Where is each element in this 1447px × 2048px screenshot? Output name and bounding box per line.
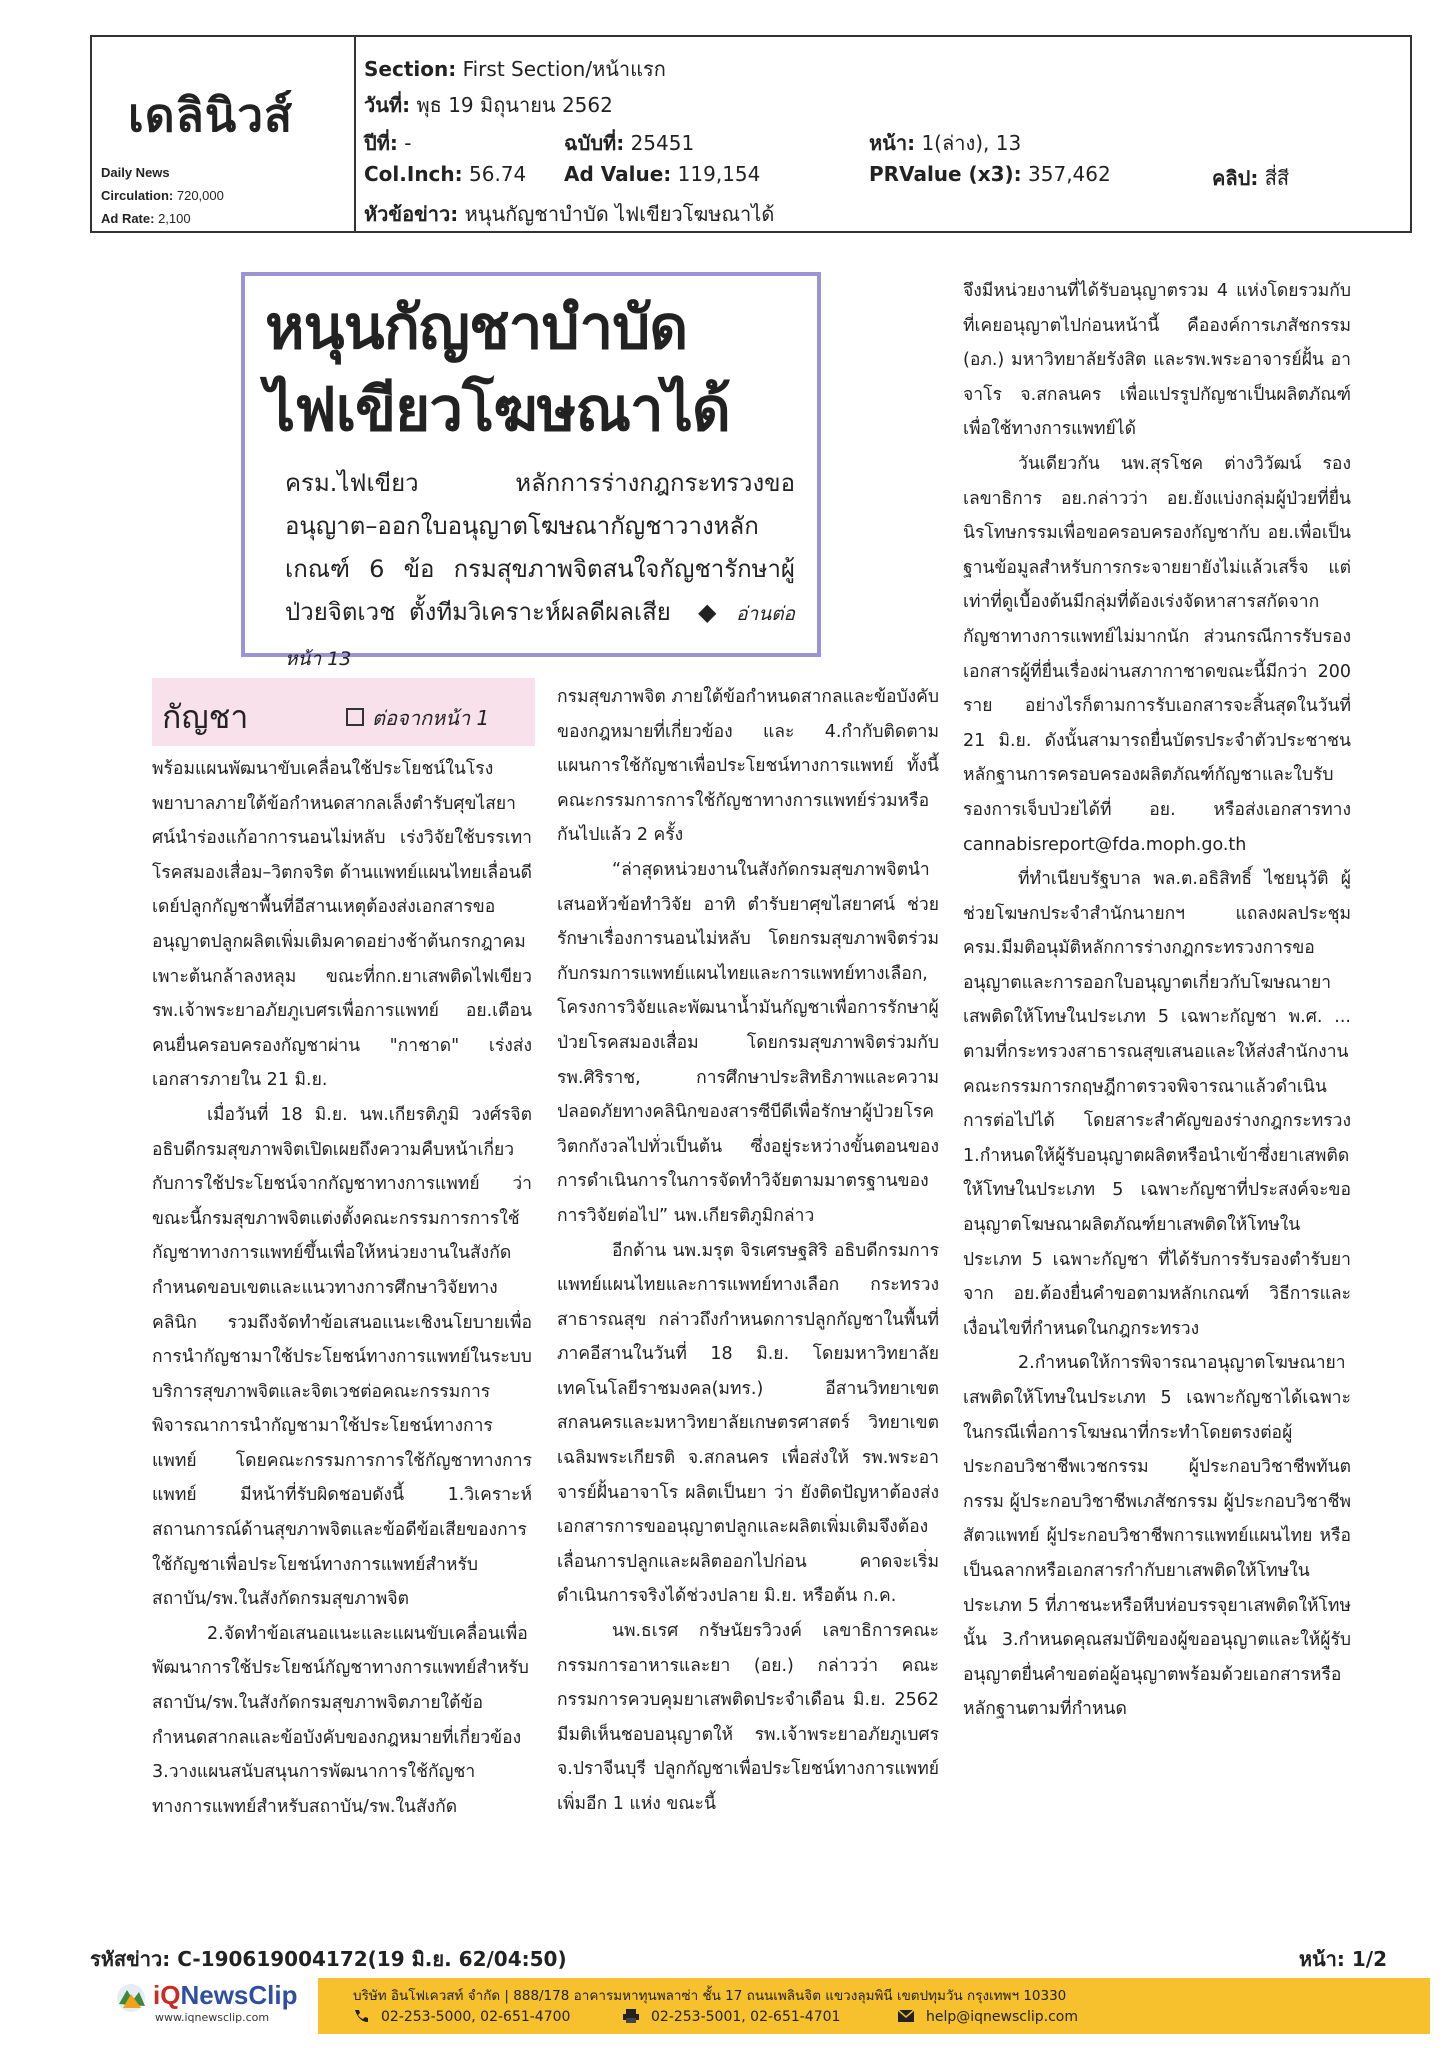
advalue-field: Ad Value: 119,154 [564,162,761,186]
prvalue-field: PRValue (x3): 357,462 [869,162,1111,186]
iqnewsclip-mark-icon [115,1982,147,2014]
date-field: วันที่: พุธ 19 มิถุนายน 2562 [364,93,613,117]
fax-icon [623,2009,639,2023]
news-code: รหัสข่าว: C-190619004172(19 มิ.ย. 62/04:50) [90,1947,567,1971]
headline-box [241,272,821,670]
headline-field: หัวข้อข่าว: หนุนกัญชาบำบัด ไฟเขียวโฆษณาได้ [364,202,775,226]
continued-from: ต่อจากหน้า 1 [346,702,489,734]
page-number: หน้า: 1/2 [1298,1947,1387,1971]
paragraph: นพ.ธเรศ กรัษนัยรวิวงค์ เลขาธิการคณะกรรมการอาหารและยา (อย.) กล่าวว่า คณะกรรมการควบคุมยาเสพติดประจำเดือน มิ.ย. 2562 มีมติเห็นชอบอนุญาตให้ รพ.เจ้าพระยาอภัยภูเบศร จ.ปราจีนบุรี ปลูกกัญชาเพื่อประโยชน์ทางการแพทย์เพิ่มอีก 1 แห่ง ขณะนี้ [557,1621,939,1814]
email-contact[interactable]: help@iqnewsclip.com [898,2009,1078,2025]
fax-contact: 02-253-5001, 02-651-4701 [623,2009,840,2025]
paragraph: 2.จัดทำข้อเสนอแนะและแผนขับเคลื่อนเพื่อพัฒนาการใช้ประโยชน์กัญชาทางการแพทย์สำหรับสถาบัน/รพ.ในสังกัดกรมสุขภาพจิตภายใต้ข้อกำหนดสากลและข้อบังคับของกฎหมายที่เกี่ยวข้อง 3.วางแผนสนับสนุนการพัฒนาการใช้กัญชาทางการแพทย์สำหรับสถาบัน/รพ.ในสังกัด [152,1623,529,1817]
paragraph: เมื่อวันที่ 18 มิ.ย. นพ.เกียรติภูมิ วงศ์รจิต อธิบดีกรมสุขภาพจิตเปิดเผยถึงความคืบหน้าเกี่ยวกับการใช้ประโยชน์จากกัญชาทางการแพทย์ ว่า ขณะนี้กรมสุขภาพจิตแต่งตั้งคณะกรรมการการใช้กัญชาทางการแพทย์ขึ้นเพื่อให้หน่วยงานในสังกัดกำหนดขอบเขตและแนวทางการศึกษาวิจัยทางคลินิก รวมถึงจัดทำข้อเสนอแนะเชิงนโยบายเพื่อการนำกัญชามาใช้ประโยชน์ทางการแพทย์ในระบบบริการสุขภาพจิตและจิตเวชต่อคณะกรรมการพิจารณาการนำกัญชามาใช้ประโยชน์ทางการแพทย์ โดยคณะกรรมการการใช้กัญชาทางการแพทย์ มีหน้าที่รับผิดชอบดังนี้ 1.วิเคราะห์สถานการณ์ด้านสุขภาพจิตและข้อดีข้อเสียของการใช้กัญชาเพื่อประโยชน์ทางการแพทย์สำหรับสถาบัน/รพ.ในสังกัดกรมสุขภาพจิต [152,1104,532,1610]
page-field: หน้า: 1(ล่าง), 13 [869,131,1022,155]
headline-line-2: ไฟเขียวโฆษณาได้ [265,375,730,445]
section-label [152,678,535,746]
issue-field: ฉบับที่: 25451 [564,131,695,155]
clipping-meta [364,43,1410,231]
iqnewsclip-name: iQNewsClip [153,1980,298,2010]
ad-rate: Ad Rate: 2,100 [101,211,191,226]
mail-icon [898,2009,914,2023]
headline-deck: ครม.ไฟเขียว หลักการร่างกฎกระทรวงขออนุญาต–ออกใบอนุญาตโฆษณากัญชาวางหลักเกณฑ์ 6 ข้อ กรมสุขภาพจิตสนใจกัญชารักษาผู้ป่วยจิตเวช ตั้งทีมวิเคราะห์ผลดีผลเสีย ◆ อ่านต่อหน้า 13 [285,469,795,670]
phone-icon [353,2009,369,2023]
clipping-info-box [90,35,1412,233]
footer-contact-bar [318,1978,1430,2034]
paragraph: 2.กำหนดให้การพิจารณาอนุญาตโฆษณายาเสพติดให้โทษในประเภท 5 เฉพาะกัญชาได้เฉพาะในกรณีเพื่อการโฆษณาที่กระทำโดยตรงต่อผู้ประกอบวิชาชีพเวชกรรม ผู้ประกอบวิชาชีพทันตกรรม ผู้ประกอบวิชาชีพเภสัชกรรม ผู้ประกอบวิชาชีพสัตวแพทย์ ผู้ประกอบวิชาชีพการแพทย์แผนไทย หรือเป็นฉลากหรือเอกสารกำกับยาเสพติดให้โทษในประเภท 5 ที่ภาชนะหรือหีบห่อบรรจุยาเสพติดให้โทษนั้น 3.กำหนดคุณสมบัติของผู้ขออนุญาตและให้ผู้รับอนุญาตยื่นคำขอต่อผู้อนุญาตพร้อมด้วยเอกสารหรือหลักฐานตามที่กำหนด [963,1353,1351,1720]
diamond-icon: ◆ [684,598,723,626]
article-column-1 [152,752,532,1824]
paragraph: จึงมีหน่วยงานที่ได้รับอนุญาตรวม 4 แห่งโดยรวมกับที่เคยอนุญาตไปก่อนหน้านี้ คือองค์การเภสัชกรรม (อภ.) มหาวิทยาลัยรังสิต และรพ.พระอาจารย์ฝั้น อาจาโร จ.สกลนคร เพื่อแปรรูปกัญชาเป็นผลิตภัณฑ์เพื่อใช้ทางการแพทย์ได้ [963,281,1351,440]
company-address: บริษัท อินโฟเควสท์ จำกัด | 888/178 อาคารมหาทุนพลาซ่า ชั้น 17 ถนนเพลินจิต แขวงลุมพินี เขตปทุมวัน กรุงเทพฯ 10330 [353,1988,1067,2004]
article-column-2 [557,680,939,1822]
year-field: ปีที่: - [364,131,412,155]
clip-field: คลิป: สี่สี [1212,166,1290,190]
iqnewsclip-logo [115,1980,305,2028]
square-icon [346,708,364,726]
paragraph: วันเดียวกัน นพ.สุรโชค ต่างวิวัฒน์ รองเลขาธิการ อย.กล่าวว่า อย.ยังแบ่งกลุ่มผู้ป่วยที่ยื่นนิรโทษกรรมเพื่อขอครอบครองกัญชากับ อย.เพื่อเป็นฐานข้อมูลสำหรับการกระจายยายังไม่แล้วเสร็จ แต่เท่าที่ดูเบื้องต้นมีกลุ่มที่ต้องเร่งจัดหาสารสกัดจากกัญชาทางการแพทย์ไม่มากนัก ส่วนกรณีการรับรองเอกสารผู้ที่ยื่นเรื่องผ่านสภากาชาดขณะนี้มีกว่า 200 ราย อย่างไรก็ตามการรับเอกสารจะสิ้นสุดในวันที่ 21 มิ.ย. ดังนั้นสามารถยื่นบัตรประจำตัวประชาชน หลักฐานการครอบครองผลิตภัณฑ์กัญชาและใบรับรองการเจ็บป่วยได้ที่ อย. หรือส่งเอกสารทาง cannabisreport@fda.moph.go.th [963,453,1351,855]
read-more-link[interactable]: อ่านต่อหน้า 13 [285,603,795,670]
iqnewsclip-url[interactable]: www.iqnewsclip.com [155,2011,270,2024]
publication-name: Daily News [101,165,170,180]
paragraph: อีกด้าน นพ.มรุต จิรเศรษฐสิริ อธิบดีกรมการแพทย์แผนไทยและการแพทย์ทางเลือก กระทรวงสาธารณสุข กล่าวถึงกำหนดการปลูกกัญชาในพื้นที่ภาคอีสานในวันที่ 18 มิ.ย. โดยมหาวิทยาลัยเทคโนโลยีราชมงคล(มทร.) อีสานวิทยาเขตสกลนครและมหาวิทยาลัยเกษตรศาสตร์ วิทยาเขตเฉลิมพระเกียรติ จ.สกลนคร เพื่อส่งให้ รพ.พระอาจารย์ฝั้นอาจาโร ผลิตเป็นยา ว่า ยังติดปัญหาต้องส่งเอกสารการขออนุญาตปลูกและผลิตเพิ่มเติมจึงต้องเลื่อนการปลูกและผลิตออกไปก่อน คาดจะเริ่มดำเนินการจริงได้ช่วงปลาย มิ.ย. หรือต้น ก.ค. [557,1240,939,1607]
paragraph: กรมสุขภาพจิต ภายใต้ข้อกำหนดสากลและข้อบังคับของกฎหมายที่เกี่ยวข้อง และ 4.กำกับติดตามแผนการใช้กัญชาเพื่อประโยชน์ทางการแพทย์ ทั้งนี้คณะกรรมการการใช้กัญชาทางการแพทย์ร่วมหรือกันไปแล้ว 2 ครั้ง [557,687,939,846]
publication-panel [92,37,356,231]
headline-line-1: หนุนกัญชาบำบัด [265,293,688,363]
phone-contact: 02-253-5000, 02-651-4700 [353,2009,570,2025]
circulation: Circulation: 720,000 [101,188,224,203]
dailynews-logo: เดลินิวส์ [128,88,294,142]
paragraph: “ล่าสุดหน่วยงานในสังกัดกรมสุขภาพจิตนำเสนอหัวข้อทำวิจัย อาทิ ตำรับยาศุขไสยาศน์ ช่วยรักษาเรื่องการนอนไม่หลับ โดยกรมสุขภาพจิตร่วมกับกรมการแพทย์แผนไทยและการแพทย์ทางเลือก, โครงการวิจัยและพัฒนาน้ำมันกัญชาเพื่อการรักษาผู้ป่วยโรคสมองเสื่อม โดยกรมสุขภาพจิตร่วมกับ รพ.ศิริราช, การศึกษาประสิทธิภาพและความปลอดภัยทางคลินิกของสารซีบีดีเพื่อรักษาผู้ป่วยโรควิตกกังวลไปทั่วเป็นต้น ซึ่งอยู่ระหว่างขั้นตอนของการดำเนินการในการจัดทำวิจัยตามมาตรฐานของการวิจัยต่อไป” นพ.เกียรติภูมิกล่าว [557,859,939,1226]
paragraph: พร้อมแผนพัฒนาขับเคลื่อนใช้ประโยชน์ในโรงพยาบาลภายใต้ข้อกำหนดสากลเล็งตำรับศุขไสยาศน์นำร่องแก้อาการนอนไม่หลับ เร่งวิจัยใช้บรรเทาโรคสมองเสื่อม–วิตกจริต ด้านแพทย์แผนไทยเลื่อนดีเดย์ปลูกกัญชาพื้นที่อีสานเหตุต้องส่งเอกสารขออนุญาตปลูกผลิตเพิ่มเติมคาดอย่างช้าต้นกรกฎาคมเพาะต้นกล้าลงหลุม ขณะที่กก.ยาเสพติดไฟเขียว รพ.เจ้าพระยาอภัยภูเบศรเพื่อการแพทย์ อย.เตือนคนยื่นครอบครองกัญชาผ่าน "กาชาด" เร่งส่งเอกสารภายใน 21 มิ.ย. [152,759,532,1091]
article-column-3 [963,274,1351,1727]
section-field: Section: First Section/หน้าแรก [364,57,666,81]
paragraph: ที่ทำเนียบรัฐบาล พล.ต.อธิสิทธิ์ ไชยนุวัติ ผู้ช่วยโฆษกประจำสำนักนายกฯ แถลงผลประชุม ครม.มีมติอนุมัติหลักการร่างกฎกระทรวงการขออนุญาตและการออกใบอนุญาตเกี่ยวกับโฆษณายาเสพติดให้โทษในประเภท 5 เฉพาะกัญชา พ.ศ. ... ตามที่กระทรวงสาธารณสุขเสนอและให้ส่งสำนักงานคณะกรรมการกฤษฎีกาตรวจพิจารณาแล้วดำเนินการต่อไปได้ โดยสาระสำคัญของร่างกฎกระทรวง 1.กำหนดให้ผู้รับอนุญาตผลิตหรือนำเข้าซึ่งยาเสพติดให้โทษในประเภท 5 เฉพาะกัญชาที่ประสงค์จะขออนุญาตโฆษณาผลิตภัณฑ์ยาเสพติดให้โทษในประเภท 5 เฉพาะกัญชา ที่ได้รับการรับรองตำรับยาจาก อย.ต้องยื่นคำขอตามหลักเกณฑ์ วิธีการและเงื่อนไขที่กำหนดในกฎกระทรวง [963,869,1351,1339]
colinch-field: Col.Inch: 56.74 [364,162,527,186]
section-title: กัญชา [162,698,249,736]
